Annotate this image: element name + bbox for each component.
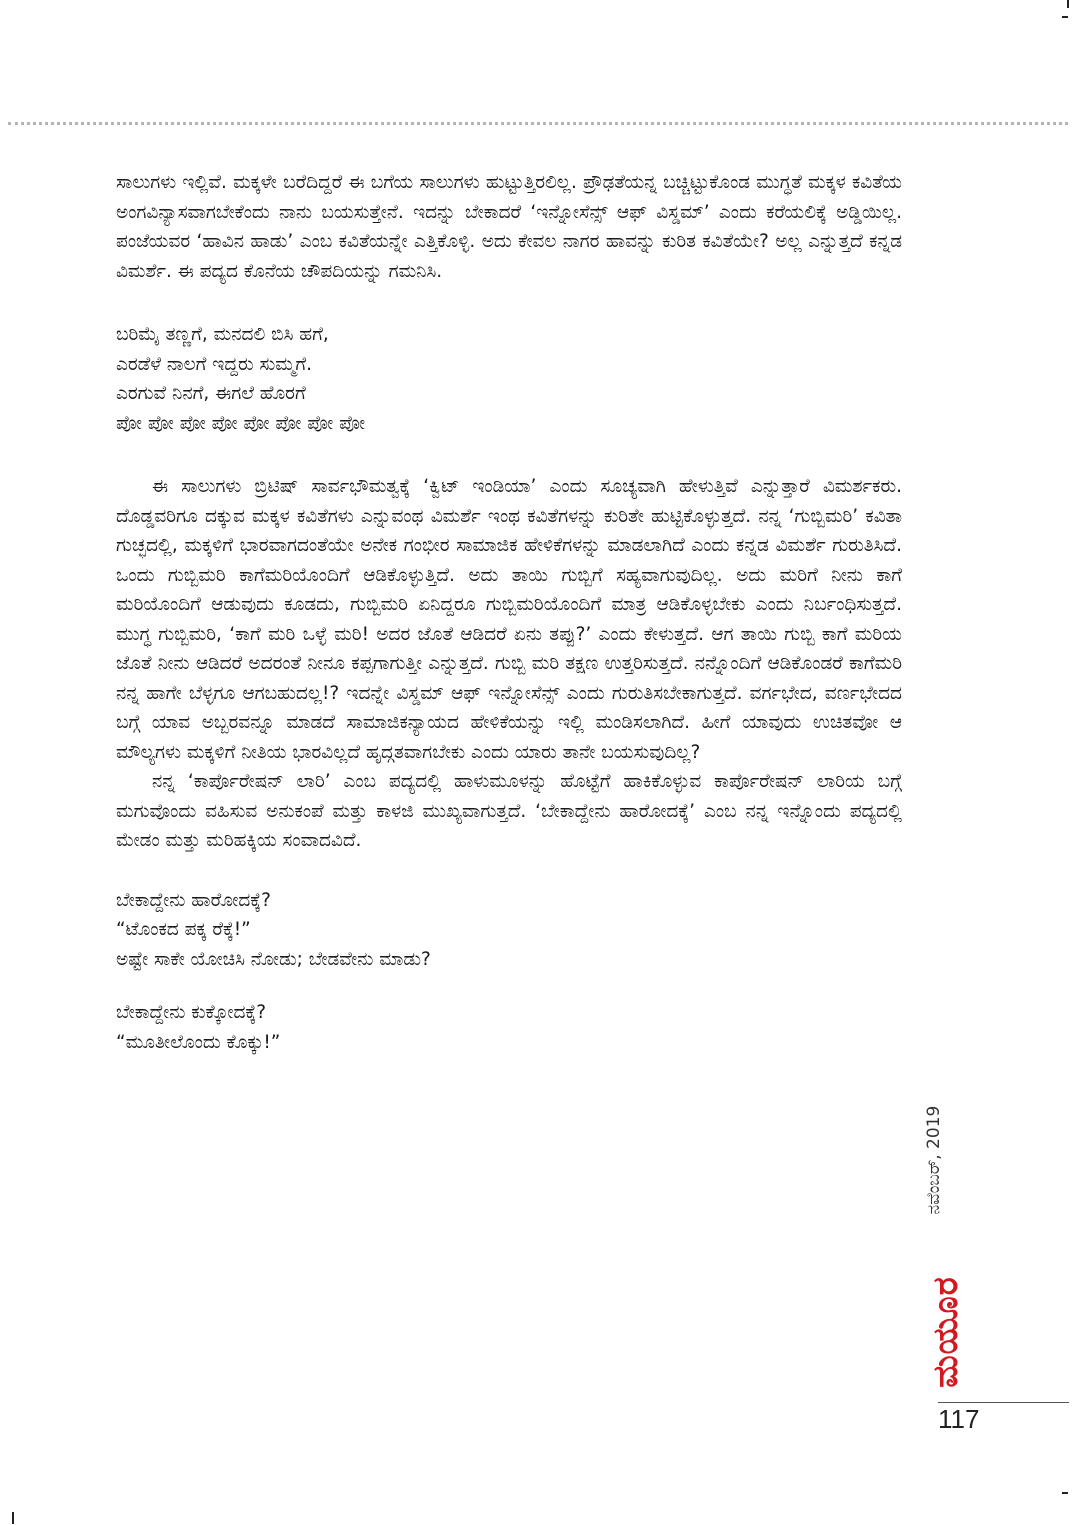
crop-mark-right-lower xyxy=(1062,1492,1068,1494)
article-body xyxy=(116,168,902,1057)
paragraph-3: ನನ್ನ ‘ಕಾರ್ಪೊರೇಷನ್ ಲಾರಿ’ ಎಂಬ ಪದ್ಯದಲ್ಲಿ ಹಾಳುಮೂಳನ್ನು ಹೊಟ್ಟೆಗೆ ಹಾಕಿಕೊಳ್ಳುವ ಕಾರ್ಪೊರೇಷನ್ ಲಾರಿಯ ಬಗ್ಗೆ ಮಗುವೊಂದು ವಹಿಸುವ ಅನುಕಂಪೆ ಮತ್ತು ಕಾಳಜಿ ಮುಖ್ಯವಾಗುತ್ತದೆ. ‘ಬೇಕಾದ್ದೇನು ಹಾರೋದಕ್ಕೆ’ ಎಂಬ ನನ್ನ ಇನ್ನೊಂದು ಪದ್ಯದಲ್ಲಿ ಮೇಡಂ ಮತ್ತು ಮರಿಹಕ್ಕಿಯ ಸಂವಾದವಿದೆ. xyxy=(116,771,902,851)
paragraph-1: ಸಾಲುಗಳು ಇಲ್ಲಿವೆ. ಮಕ್ಕಳೇ ಬರೆದಿದ್ದರೆ ಈ ಬಗೆಯ ಸಾಲುಗಳು ಹುಟ್ಟುತ್ತಿರಲಿಲ್ಲ. ಪ್ರೌಢತೆಯನ್ನ ಬಚ್ಚಿಟ್ಟುಕೊಂಡ ಮುಗ್ಧತೆ ಮಕ್ಕಳ ಕವಿತೆಯ ಅಂಗವಿನ್ಯಾಸವಾಗಬೇಕೆಂದು ನಾನು ಬಯಸುತ್ತೇನೆ. ಇದನ್ನು ಬೇಕಾದರೆ ‘ಇನ್ನೋಸೆನ್ಸ್ ಆಫ್ ವಿಸ್ಡಮ್’ ಎಂದು ಕರೆಯಲಿಕ್ಕೆ ಅಡ್ಡಿಯಿಲ್ಲ. ಪಂಜೆಯವರ ‘ಹಾವಿನ ಹಾಡು’ ಎಂಬ ಕವಿತೆಯನ್ನೇ ಎತ್ತಿಕೊಳ್ಳಿ. ಅದು ಕೇವಲ ನಾಗರ ಹಾವನ್ನು ಕುರಿತ ಕವಿತೆಯೇ? ಅಲ್ಲ ಎನ್ನುತ್ತದೆ ಕನ್ನಡ ವಿಮರ್ಶೆ. ಈ ಪದ್ಯದ ಕೊನೆಯ ಚೌಪದಿಯನ್ನು ಗಮನಿಸಿ. xyxy=(116,172,902,282)
spacer xyxy=(116,856,902,886)
verse-line: ಬೇಕಾದ್ದೇನು ಹಾರೋದಕ್ಕೆ? xyxy=(116,889,271,911)
crop-mark-top-right xyxy=(1067,0,1069,8)
verse-line: ಬರಿಮೈ ತಣ್ಣಗೆ, ಮನದಲಿ ಬಿಸಿ ಹಗೆ, xyxy=(116,324,329,345)
header-dotted-rule xyxy=(8,122,1068,125)
verse-line: ಪೋ ಪೋ ಪೋ ಪೋ ಪೋ ಪೋ ಪೋ ಪೋ xyxy=(116,412,366,434)
spacer xyxy=(116,974,902,998)
page-number: 117 xyxy=(938,1404,980,1434)
verse-line: ಬೇಕಾದ್ದೇನು ಕುಕ್ಕೋದಕ್ಕೆ? xyxy=(116,1002,267,1023)
paragraph-2: ಈ ಸಾಲುಗಳು ಬ್ರಿಟಿಷ್ ಸಾರ್ವಭೌಮತ್ವಕ್ಕೆ ‘ಕ್ವಿಟ್ ಇಂಡಿಯಾ’ ಎಂದು ಸೂಚ್ಯವಾಗಿ ಹೇಳುತ್ತಿವೆ ಎನ್ನುತ್ತಾರೆ ವಿಮರ್ಶಕರು. ದೊಡ್ಡವರಿಗೂ ದಕ್ಕುವ ಮಕ್ಕಳ ಕವಿತೆಗಳು ಎನ್ನುವಂಥ ವಿಮರ್ಶೆ ಇಂಥ ಕವಿತೆಗಳನ್ನು ಕುರಿತೇ ಹುಟ್ಟಿಕೊಳ್ಳುತ್ತದೆ. ನನ್ನ ‘ಗುಬ್ಬಿಮರಿ’ ಕವಿತಾ ಗುಚ್ಛದಲ್ಲಿ, ಮಕ್ಕಳಿಗೆ ಭಾರವಾಗದಂತೆಯೇ ಅನೇಕ ಗಂಭೀರ ಸಾಮಾಜಿಕ ಹೇಳಿಕೆಗಳನ್ನು ಮಾಡಲಾಗಿದೆ ಎಂದು ಕನ್ನಡ ವಿಮರ್ಶೆ ಗುರುತಿಸಿದೆ. ಒಂದು ಗುಬ್ಬಿಮರಿ ಕಾಗೆಮರಿಯೊಂದಿಗೆ ಆಡಿಕೊಳ್ಳುತ್ತಿದೆ. ಅದು ತಾಯಿ ಗುಬ್ಬಿಗೆ ಸಹ್ಯವಾಗುವುದಿಲ್ಲ. ಅದು ಮರಿಗೆ ನೀನು ಕಾಗೆ ಮರಿಯೊಂದಿಗೆ ಆಡುವುದು ಕೂಡದು, ಗುಬ್ಬಿಮರಿ ಏನಿದ್ದರೂ ಗುಬ್ಬಿಮರಿಯೊಂದಿಗೆ ಮಾತ್ರ ಆಡಿಕೊಳ್ಳಬೇಕು ಎಂದು ನಿರ್ಬಂಧಿಸುತ್ತದೆ. ಮುಗ್ಧ ಗುಬ್ಬಿಮರಿ, ‘ಕಾಗೆ ಮರಿ ಒಳ್ಳೆ ಮರಿ! ಅದರ ಜೊತೆ ಆಡಿದರೆ ಏನು ತಪ್ಪು?’ ಎಂದು ಕೇಳುತ್ತದೆ. ಆಗ ತಾಯಿ ಗುಬ್ಬಿ ಕಾಗೆ ಮರಿಯ ಜೊತೆ ನೀನು ಆಡಿದರೆ ಅದರಂತೆ ನೀನೂ ಕಪ್ಪಗಾಗುತ್ತೀ ಎನ್ನುತ್ತದೆ. ಗುಬ್ಬಿ ಮರಿ ತಕ್ಷಣ ಉತ್ತರಿಸುತ್ತದೆ. ನನ್ನೊಂದಿಗೆ ಆಡಿಕೊಂಡರೆ ಕಾಗೆಮರಿ ನನ್ನ ಹಾಗೇ ಬೆಳ್ಳಗೂ ಆಗಬಹುದಲ್ಲ!? ಇದನ್ನೇ ವಿಸ್ಡಮ್ ಆಫ್ ಇನ್ನೋಸೆನ್ಸ್ ಎಂದು ಗುರುತಿಸಬೇಕಾಗುತ್ತದೆ. ವರ್ಗಭೇದ, ವರ್ಣಭೇದದ ಬಗ್ಗೆ ಯಾವ ಅಬ್ಬರವನ್ನೂ ಮಾಡದೆ ಸಾಮಾಜಿಕನ್ಯಾಯದ ಹೇಳಿಕೆಯನ್ನು ಇಲ್ಲಿ ಮಂಡಿಸಲಾಗಿದೆ. ಹೀಗೆ ಯಾವುದು ಉಚಿತವೋ ಆ ಮೌಲ್ಯಗಳು ಮಕ್ಕಳಿಗೆ ನೀತಿಯ ಭಾರವಿಲ್ಲದೆ ಹೃದ್ಗತವಾಗಬೇಕು ಎಂದು ಯಾರು ತಾನೇ ಬಯಸುವುದಿಲ್ಲ? xyxy=(116,476,902,763)
magazine-logo-text: ಮಯೂರ xyxy=(926,1276,966,1388)
footer-rule xyxy=(938,1402,1069,1403)
verse-flying xyxy=(116,886,902,975)
verse-line: ಅಷ್ಟೇ ಸಾಕೇ ಯೋಚಿಸಿ ನೋಡು; ಬೇಡವೇನು ಮಾಡು? xyxy=(116,948,431,970)
spacer xyxy=(116,438,902,472)
verse-snake-song xyxy=(116,320,902,438)
issue-date-text: ನವೆಂಬರ್, 2019 xyxy=(924,1105,944,1215)
spacer xyxy=(116,286,902,320)
crop-mark-bottom-left xyxy=(12,1512,14,1524)
verse-line: “ಟೊಂಕದ ಪಕ್ಕ ರೆಕ್ಕೆ!” xyxy=(116,919,251,940)
verse-line: “ಮೂತೀಲೊಂದು ಕೊಕ್ಕು!” xyxy=(116,1031,281,1053)
verse-line: ಎರಗುವೆ ನಿನಗೆ, ಈಗಲೆ ಹೊರಗೆ xyxy=(116,383,306,404)
crop-mark-right-upper xyxy=(1062,16,1068,18)
verse-pecking xyxy=(116,998,902,1057)
verse-line: ಎರಡೆಳೆ ನಾಲಗೆ ಇದ್ದರು ಸುಮ್ಮಗೆ. xyxy=(116,353,312,375)
